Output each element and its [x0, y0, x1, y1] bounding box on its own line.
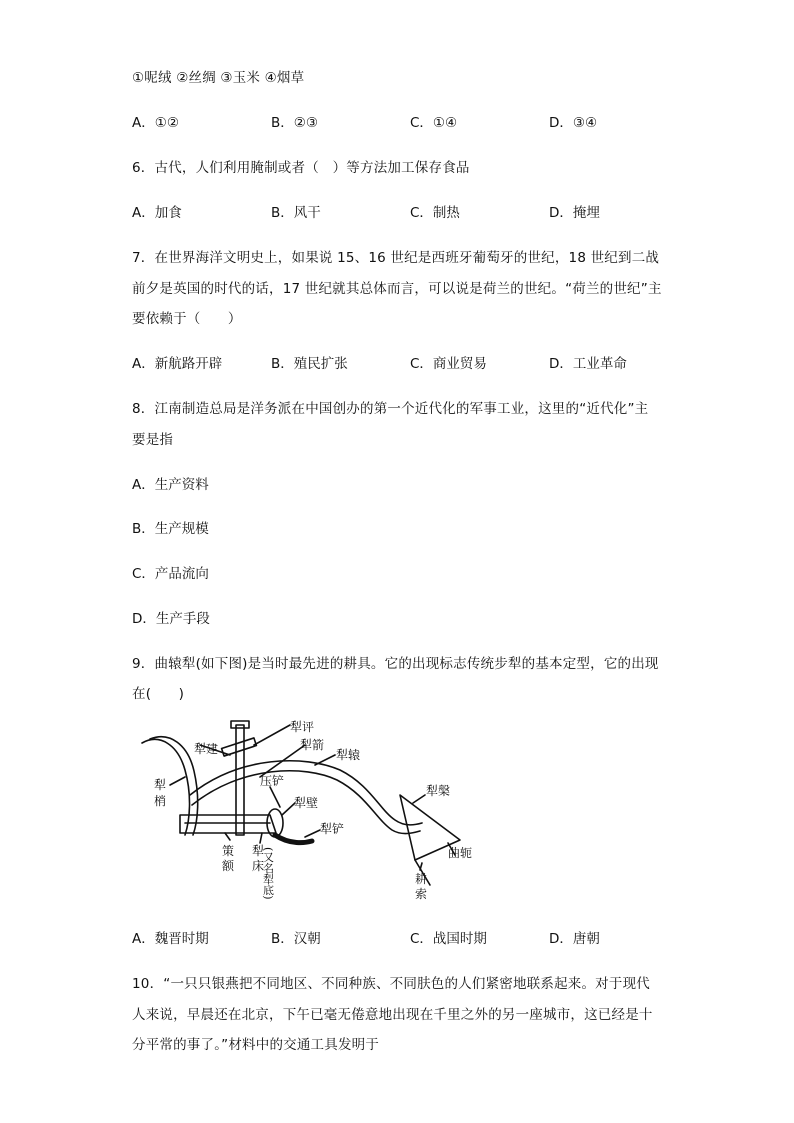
- q5-items: ①呢绒 ②丝绸 ③玉米 ④烟草: [132, 70, 305, 86]
- label-lijian-top: 犁建: [194, 742, 219, 756]
- q9-option-d: D．唐朝: [549, 931, 600, 947]
- q7-option-c: C．商业贸易: [410, 356, 487, 372]
- label-youming: (又名犁底): [261, 847, 275, 900]
- q6-option-a: A．加食: [132, 205, 182, 221]
- label-lishao-1: 犁: [154, 778, 167, 792]
- curved-plow-diagram: [130, 715, 490, 915]
- q6-option-c: C．制热: [410, 205, 460, 221]
- label-cee-1: 策: [222, 844, 235, 858]
- q9-option-a: A．魏晋时期: [132, 931, 209, 947]
- label-lichuang-2: 床: [252, 859, 265, 873]
- q10-stem-line-1: 10．“一只只银燕把不同地区、不同种族、不同肤色的人们紧密地联系起来。对于现代: [132, 976, 650, 992]
- label-gengsuo-1: 耕: [415, 872, 428, 886]
- q7-option-a: A．新航路开辟: [132, 356, 223, 372]
- label-gengsuo-2: 索: [415, 887, 428, 901]
- label-lipin: 犁评: [290, 720, 315, 734]
- q9-option-b: B．汉朝: [271, 931, 321, 947]
- q6-option-b: B．风干: [271, 205, 321, 221]
- q7-stem-line-2: 前夕是英国的时代的话，17 世纪就其总体而言，可以说是荷兰的世纪。“荷兰的世纪”主: [132, 281, 662, 297]
- label-que: 曲轭: [448, 846, 473, 860]
- q8-stem-line-2: 要是指: [132, 432, 174, 448]
- q7-option-d: D．工业革命: [549, 356, 627, 372]
- q9-stem-line-1: 9．曲辕犁(如下图)是当时最先进的耕具。它的出现标志传统步犁的基本定型，它的出现: [132, 656, 659, 672]
- q5-option-c: C．①④: [410, 115, 458, 131]
- q8-option-b: B．生产规模: [132, 521, 209, 537]
- q6-stem: 6．古代，人们利用腌制或者（ ）等方法加工保存食品: [132, 160, 470, 176]
- label-lipan: 犁槃: [426, 784, 451, 798]
- q7-stem-line-1: 7．在世界海洋文明史上，如果说 15、16 世纪是西班牙葡萄牙的世纪，18 世纪到二战: [132, 250, 660, 266]
- q5-option-a: A．①②: [132, 115, 179, 131]
- q9-stem-line-2: 在( ): [132, 686, 185, 702]
- q8-option-c: C．产品流向: [132, 566, 209, 582]
- label-yachan: 压铲: [260, 774, 285, 788]
- label-liyuan: 犁辕: [336, 748, 361, 762]
- q7-stem-line-3: 要依赖于（ ）: [132, 311, 242, 327]
- q9-option-c: C．战国时期: [410, 931, 487, 947]
- label-lijian: 犁箭: [300, 738, 325, 752]
- q10-stem-line-3: 分平常的事了。”材料中的交通工具发明于: [132, 1037, 380, 1053]
- label-lichuang-1: 犁: [252, 844, 265, 858]
- q10-stem-line-2: 人来说，早晨还在北京，下午已毫无倦意地出现在千里之外的另一座城市，这已经是十: [132, 1007, 653, 1023]
- q8-option-a: A．生产资料: [132, 477, 209, 493]
- label-cee-2: 额: [222, 859, 235, 873]
- label-lichan: 犁铲: [320, 822, 345, 836]
- q8-option-d: D．生产手段: [132, 611, 210, 627]
- q7-option-b: B．殖民扩张: [271, 356, 348, 372]
- label-libi: 犁壁: [294, 796, 319, 810]
- q6-option-d: D．掩埋: [549, 205, 600, 221]
- q5-option-d: D．③④: [549, 115, 598, 131]
- label-lishao-2: 梢: [154, 794, 167, 808]
- q8-stem-line-1: 8．江南制造总局是洋务派在中国创办的第一个近代化的军事工业，这里的“近代化”主: [132, 401, 649, 417]
- q5-option-b: B．②③: [271, 115, 318, 131]
